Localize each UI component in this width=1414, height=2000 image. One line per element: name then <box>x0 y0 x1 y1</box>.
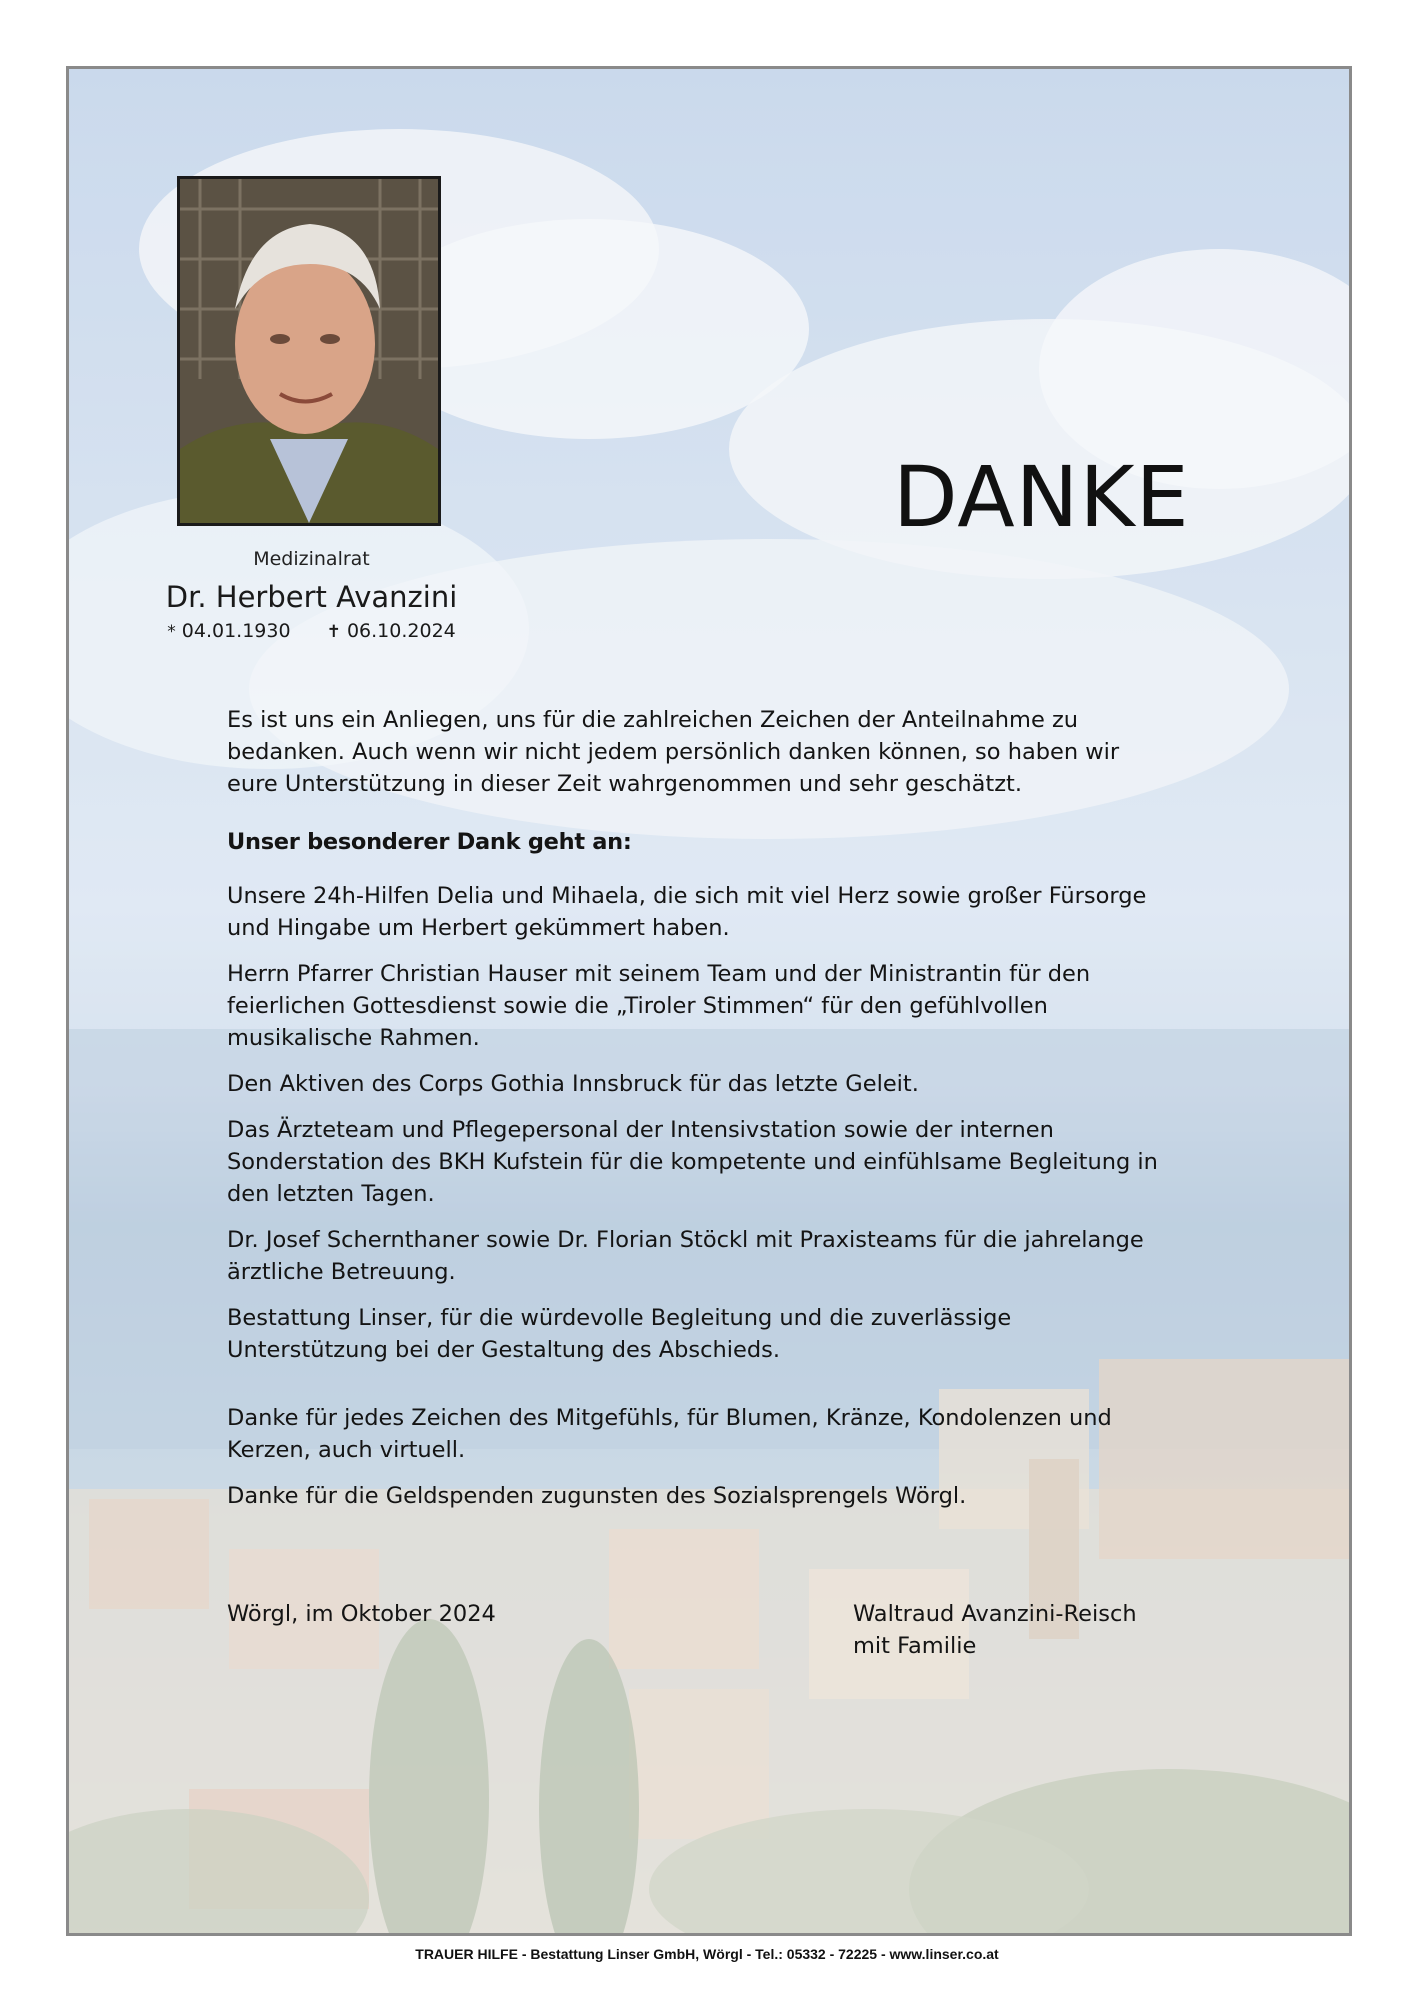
death-date: 06.10.2024 <box>346 620 456 642</box>
thanks-heading: Unser besonderer Dank geht an: <box>227 829 632 855</box>
life-dates <box>160 620 463 642</box>
thanks-item: Unsere 24h-Hilfen Delia und Mihaela, die sich mit viel Herz sowie großer Fürsorge und Hingabe um Herbert gekümmert haben. <box>227 883 1147 941</box>
place-date: Wörgl, im Oktober 2024 <box>227 1601 496 1627</box>
thanks-item: Herrn Pfarrer Christian Hauser mit seinem Team und der Ministrantin für den feierlichen Gottesdienst sowie die „Tiroler Stimmen“ für den gefühlvollen musikalische Rahmen. <box>227 961 1091 1051</box>
signature-name: Waltraud Avanzini-Reisch <box>853 1601 1137 1627</box>
footer-text: TRAUER HILFE - Bestattung Linser GmbH, Wörgl - Tel.: 05332 - 72225 - www.linser.co.at <box>415 1946 999 1962</box>
thanks-item: Dr. Josef Schernthaner sowie Dr. Florian Stöckl mit Praxisteams für die jahrelange ärztliche Betreuung. <box>227 1227 1144 1285</box>
thanks-item: Bestattung Linser, für die würdevolle Begleitung und die zuverlässige Unterstützung bei der Gestaltung des Abschieds. <box>227 1305 1012 1363</box>
deceased-title: Medizinalrat <box>253 548 370 570</box>
signature <box>853 1598 1137 1662</box>
closing-paragraph: Danke für die Geldspenden zugunsten des Sozialsprengels Wörgl. <box>227 1483 967 1509</box>
closing-paragraph: Danke für jedes Zeichen des Mitgefühls, für Blumen, Kränze, Kondolenzen und Kerzen, auch virtuell. <box>227 1405 1112 1463</box>
intro-paragraph: Es ist uns ein Anliegen, uns für die zahlreichen Zeichen der Anteilnahme zu bedanken. Auch wenn wir nicht jedem persönlich danken können, so haben wir eure Unterstützung in dieser Zeit wahrgenommen und sehr geschätzt. <box>227 707 1120 797</box>
death-cross-icon: ✝ <box>326 622 341 642</box>
birth-date: 04.01.1930 <box>181 620 291 642</box>
page-heading: DANKE <box>893 448 1190 546</box>
signature-family: mit Familie <box>853 1633 977 1659</box>
deceased-name: Dr. Herbert Avanzini <box>165 580 458 614</box>
birth-symbol: * <box>167 622 176 642</box>
thanks-item: Das Ärzteteam und Pflegepersonal der Intensivstation sowie der internen Sonderstation des BKH Kufstein für die kompetente und einfühlsame Begleitung in den letzten Tagen. <box>227 1117 1158 1207</box>
thanks-item: Den Aktiven des Corps Gothia Innsbruck für das letzte Geleit. <box>227 1071 919 1097</box>
thanks-text <box>227 704 1177 1526</box>
portrait-photo <box>177 176 441 526</box>
